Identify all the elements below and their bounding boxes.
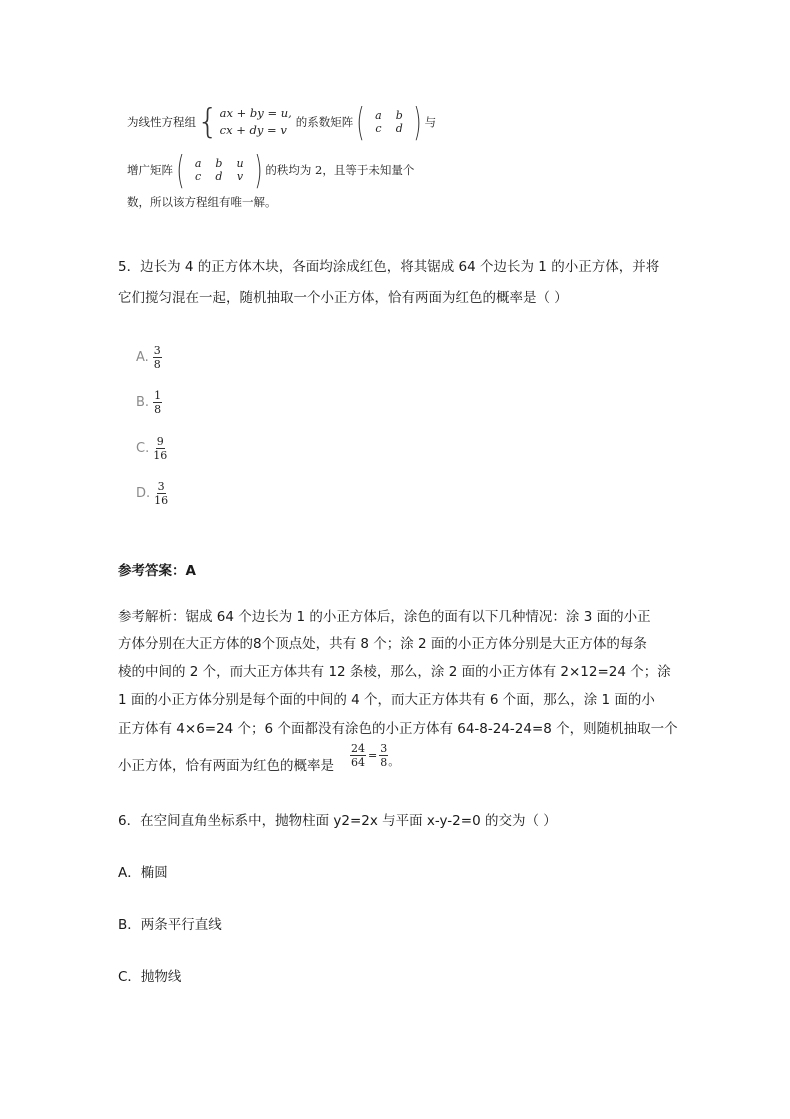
intro-text: 与 [424,115,437,129]
equals-sign: = [368,749,378,762]
intro-text: 为线性方程组 [127,115,196,129]
analysis-text: 小正方体，恰有两面为红色的概率是 [118,758,334,774]
matrix-cell: c [375,122,382,135]
probability-result [350,742,399,769]
result-fraction-2 [379,742,388,769]
result-fraction-1 [350,742,366,769]
analysis-line: 正方体有 4×6=24 个；6 个面都没有涂色的小正方体有 64-8-24-24=8 个，则随机抽取一个 [118,721,678,737]
matrix-cell: a [375,109,382,122]
numerator: 24 [351,742,365,755]
analysis-line: 参考解析：锯成 64 个边长为 1 的小正方体后，涂色的面有以下几种情况：涂 3 面的小正 [118,609,651,625]
matrix-cell: d [395,122,403,135]
denominator: 64 [351,756,365,769]
numerator: 1 [154,389,162,402]
period: 。 [388,755,400,768]
denominator: 16 [154,494,169,507]
analysis-last-line [118,742,399,779]
equation-system [220,105,292,139]
answer-value: A [185,563,196,579]
matrix-cell: d [215,170,223,183]
q5-option-d[interactable] [136,480,168,507]
q6-question: 6．在空间直角坐标系中，抛物柱面 y2=2x 与平面 x-y-2=0 的交为（ ） [118,813,557,829]
left-paren-icon: ( [176,148,185,192]
right-paren-icon: ) [413,100,422,144]
q5-option-b[interactable] [136,389,162,416]
matrix-cell: c [195,170,202,183]
matrix-cell: a [194,157,202,170]
intro-line2 [127,148,415,192]
left-paren-icon: ( [356,100,365,144]
denominator: 8 [154,403,162,416]
matrix-cell: v [236,170,244,183]
q5-option-c[interactable] [136,435,167,462]
q6-option-c[interactable]: C．抛物线 [118,969,182,985]
intro-text: 的秩均为 2，且等于未知量个 [265,163,415,177]
denominator: 8 [153,358,161,371]
option-fraction [153,344,162,371]
augmented-matrix [188,157,251,183]
q5-line1: 5．边长为 4 的正方体木块，各面均涂成红色，将其锯成 64 个边长为 1 的小正方体，并将 [118,259,660,275]
q5-line2: 它们搅匀混在一起，随机抽取一个小正方体，恰有两面为红色的概率是（ ） [118,290,568,306]
analysis-line: 棱的中间的 2 个，而大正方体共有 12 条棱，那么，涂 2 面的小正方体有 2×12=24 个；涂 [118,664,671,680]
option-fraction [153,435,167,462]
q6-option-b[interactable]: B．两条平行直线 [118,917,222,933]
equation-1: ax + by = u, [219,106,292,120]
numerator: 9 [156,435,164,448]
brace-icon: { [197,102,219,142]
denominator: 16 [153,449,168,462]
matrix-cell: b [215,157,223,170]
intro-text: 增广矩阵 [127,163,173,177]
option-label: C. [136,441,150,456]
q6-option-a[interactable]: A．椭圆 [118,865,168,881]
option-fraction [153,389,162,416]
numerator: 3 [153,344,161,357]
analysis-line: 方体分别在大正方体的8个顶点处，共有 8 个；涂 2 面的小正方体分别是大正方体的每条 [118,636,647,652]
answer-line [118,558,196,584]
answer-label: 参考答案： [118,563,186,579]
option-fraction [154,480,168,507]
intro-line3: 数，所以该方程组有唯一解。 [127,195,277,209]
analysis-line: 1 面的小正方体分别是每个面的中间的 4 个，而大正方体共有 6 个面，那么，涂 1 面的小 [118,692,655,708]
option-label: B. [136,395,150,410]
intro-text: 的系数矩阵 [295,115,354,129]
option-label: A. [136,350,149,365]
matrix-cell: b [395,109,403,122]
option-label: D. [136,486,151,501]
denominator: 8 [380,756,388,769]
coefficient-matrix [368,109,410,135]
intro-line1 [127,100,437,144]
numerator: 3 [157,480,165,493]
q5-option-a[interactable] [136,344,162,371]
right-paren-icon: ) [253,148,263,192]
matrix-cell: u [236,157,244,170]
equation-2: cx + dy = v [219,123,287,137]
numerator: 3 [380,742,388,755]
